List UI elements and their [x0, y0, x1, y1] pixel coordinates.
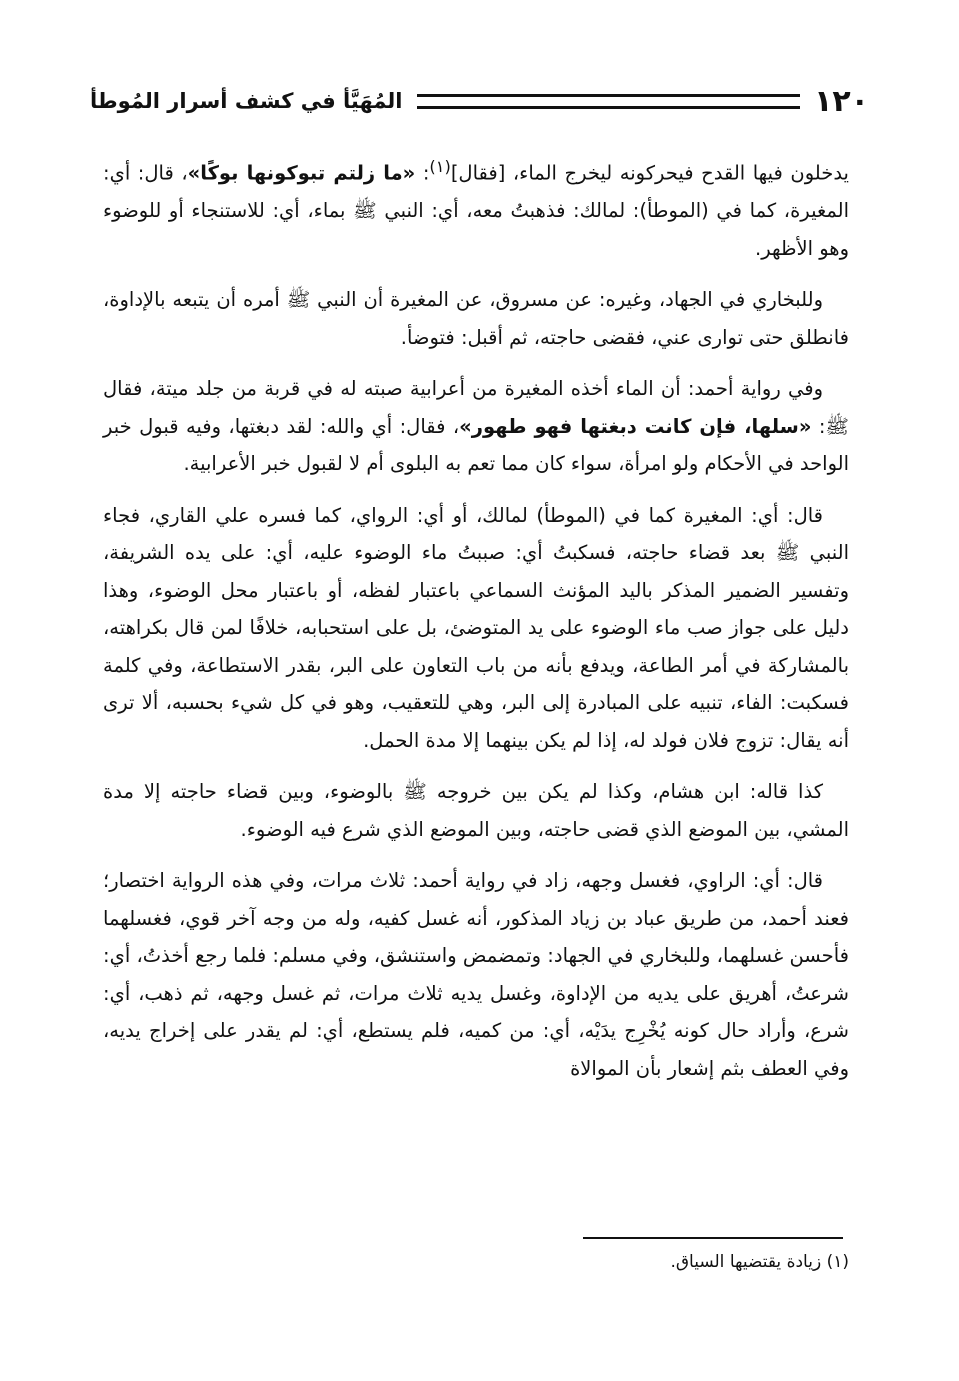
paragraph-3: [103, 370, 849, 483]
paragraph-6: قال: أي: الراوي، فغسل وجهه، زاد في رواية أحمد: ثلاث مرات، وفي هذه الرواية اختصار؛ فعند أحمد، من طريق عباد بن زياد المذكور، أنه غسل كفيه، وله من وجه آخر قوي، فغسلهما فأحسن غسلهما، وللبخاري في الجهاد: وتمضمض واستنشق، وفي مسلم: فلما رجع أخذتُ، أي: شرعتُ، أهريق على يديه من الإداوة، وغسل يديه ثلاث مرات، ثم غسل وجهه، ثم ذهب، أي: شرع، وأراد حال كونه يُخْرِج يدَيْه، أي: من كميه، فلم يستطع، أي: لم يقدر على إخراج يديه، وفي العطف بثم إشعار بأن الموالاة: [103, 869, 849, 1080]
footnote-reference: (١): [429, 157, 451, 176]
paragraph-text: ، فقال: أي والله: لقد دبغتها، وفيه قبول خبر الواحد في الأحكام ولو امرأة، سواء كان مما تعم به البلوى أم لا لقبول خبر الأعرابية.: [103, 414, 849, 475]
header-rule: [417, 94, 801, 109]
footnote-separator: [583, 1237, 843, 1239]
book-title: المُهَيَّأ في كشف أسرار المُوطأ: [90, 89, 403, 113]
paragraph-text: ، قال: أي: المغيرة، كما في (الموطأ): لمالك: فذهبتُ معه، أي: النبي ﷺ بماء، أي: للاستنجاء أو للوضوء وهو الأظهر.: [103, 161, 849, 260]
hadith-quote: «ما زلتم تبوكونها بوكًا»: [187, 161, 416, 185]
main-text: [103, 148, 849, 1101]
paragraph-text: وفي رواية أحمد: أن الماء أخذه المغيرة من أعرابية صبته له في قربة من جلد ميتة، فقال ﷺ:: [103, 377, 849, 438]
footnote-text: زيادة يقتضيها السياق.: [670, 1252, 822, 1272]
page-header: [90, 78, 869, 124]
paragraph-text: يدخلون فيها القدح فيحركونه ليخرج الماء، [فقال]: [450, 161, 849, 185]
paragraph-2: وللبخاري في الجهاد، وغيره: عن مسروق، عن المغيرة أن النبي ﷺ أمره أن يتبعه بالإداوة، فانطلق حتى توارى عني، فقضى حاجته، ثم أقبل: فتوضأ.: [103, 288, 849, 349]
footnote-marker: (١): [826, 1252, 849, 1272]
hadith-quote: «سلها، فإن كانت دبغتها فهو طهور»: [459, 414, 812, 438]
paragraph-5: كذا قاله: ابن هشام، وكذا لم يكن بين خروجه ﷺ بالوضوء، وبين قضاء حاجته إلا مدة المشي، بين الموضع الذي قضى حاجته، وبين الموضع الذي شرع فيه الوضوء.: [103, 780, 849, 841]
paragraph-text: :: [415, 161, 430, 185]
paragraph-4: قال: أي: المغيرة كما في (الموطأ) لمالك، أو أي: الرواي، كما فسره علي القاري، فجاء النبي ﷺ بعد قضاء حاجته، فسكبتُ أي: صببتُ ماء الوضوء عليه، أي: على يده الشريفة، وتفسير الضمير المذكر باليد المؤنث السماعي باعتبار لفظه، أو باعتبار محل الوضوء، وهذا دليل على جواز صب ماء الوضوء على يد المتوضئ، بل على استحبابه، خلافًا لمن قال بكراهته، بالمشاركة في أمر الطاعة، ويدفع بأنه من باب التعاون على البر، بقدر الاستطاعة، وفي كلمة فسكبت: الفاء، تنبيه على المبادرة إلى البر، وهي للتعقيب، وهو في كل شيء بحسبه، ألا ترى أنه يقال: تزوج فلان فولد له، إذا لم يكن بينهما إلا مدة الحمل.: [103, 503, 849, 752]
page-number: ١٢٠: [814, 83, 869, 119]
paragraph-1: [103, 148, 849, 267]
footnote: [110, 1252, 849, 1272]
